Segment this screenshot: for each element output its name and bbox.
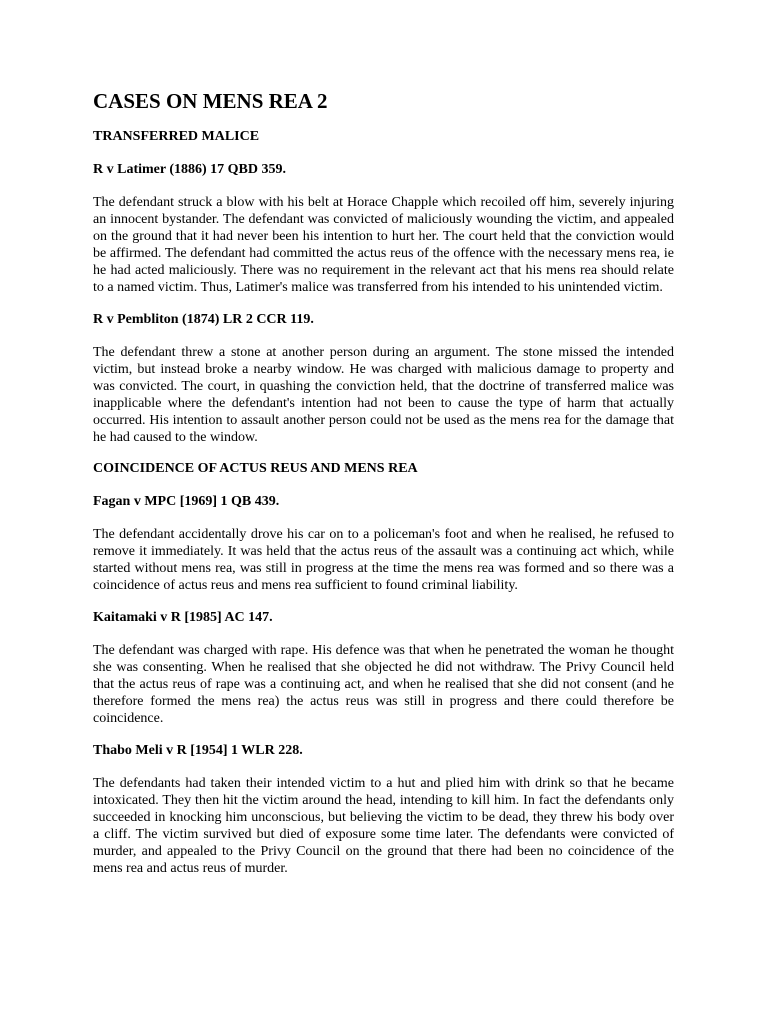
document-title: CASES ON MENS REA 2	[93, 89, 328, 113]
case-summary-pembliton: The defendant threw a stone at another person during an argument. The stone missed the intended victim, but instead broke a nearby window. He was charged with malicious damage to property and was convicted. The court, in quashing the conviction held, that the doctrine of transferred malice was inapplicable where the defendant's intention had not been to cause the type of harm that actually occurred. His intention to assault another person could not be used as the mens rea for the damage that he had caused to the window.	[93, 345, 674, 445]
section-heading-coincidence: COINCIDENCE OF ACTUS REUS AND MENS REA	[93, 461, 418, 476]
case-citation-pembliton: R v Pembliton (1874) LR 2 CCR 119.	[93, 312, 314, 327]
case-summary-kaitamaki: The defendant was charged with rape. His defence was that when he penetrated the woman he thought she was consenting. When he realised that she objected he did not withdraw. The Privy Council held that the actus reus of rape was a continuing act, and when he realised that she did not consent (and he therefore formed the mens rea) the actus reus was still in progress and there could therefore be coincidence.	[93, 643, 674, 726]
case-citation-latimer: R v Latimer (1886) 17 QBD 359.	[93, 162, 286, 177]
case-citation-kaitamaki: Kaitamaki v R [1985] AC 147.	[93, 610, 273, 625]
section-heading-transferred-malice: TRANSFERRED MALICE	[93, 129, 260, 144]
case-summary-latimer: The defendant struck a blow with his belt at Horace Chapple which recoiled off him, severely injuring an innocent bystander. The defendant was convicted of maliciously wounding the victim, and appealed on the ground that it had never been his intention to hurt her. The court held that the conviction would be affirmed. The defendant had committed the actus reus of the offence with the necessary mens rea, ie he had acted maliciously. There was no requirement in the relevant act that his mens rea should relate to a named victim. Thus, Latimer's malice was transferred from his intended to his unintended victim.	[93, 195, 674, 295]
case-citation-fagan: Fagan v MPC [1969] 1 QB 439.	[93, 494, 280, 509]
case-summary-thabo-meli: The defendants had taken their intended victim to a hut and plied him with drink so that he became intoxicated. They then hit the victim around the head, intending to kill him. In fact the defendants only succeeded in knocking him unconscious, but believing the victim to be dead, they threw his body over a cliff. The victim survived but died of exposure some time later. The defendants were convicted of murder, and appealed to the Privy Council on the ground that there had been no coincidence of the mens rea and actus reus of murder.	[93, 776, 674, 876]
case-citation-thabo-meli: Thabo Meli v R [1954] 1 WLR 228.	[93, 743, 303, 758]
case-summary-fagan: The defendant accidentally drove his car on to a policeman's foot and when he realised, he refused to remove it immediately. It was held that the actus reus of the assault was a continuing act which, while started without mens rea, was still in progress at the time the mens rea was formed and so there was a coincidence of actus reus and mens rea sufficient to found criminal liability.	[93, 527, 674, 593]
